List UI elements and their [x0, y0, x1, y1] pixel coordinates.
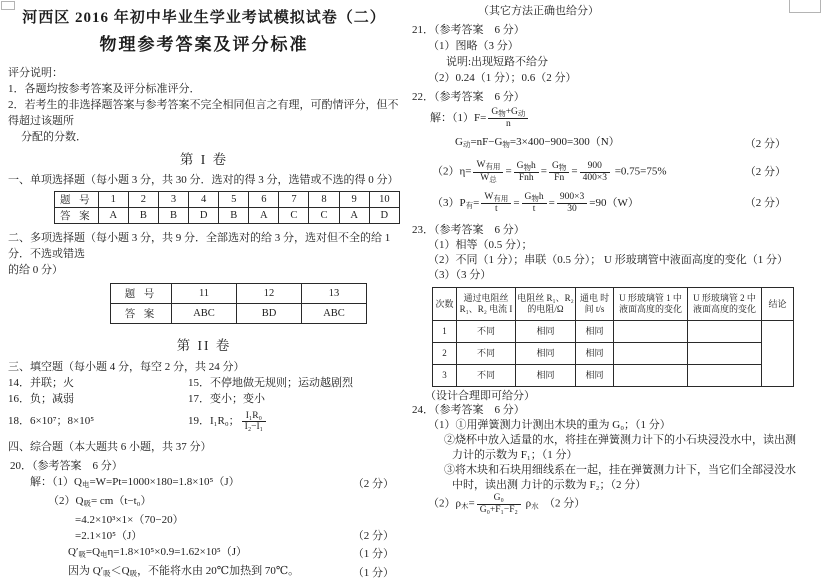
q22-head — [412, 89, 802, 105]
q23-item-3 — [412, 268, 802, 283]
table-cell: 不同 — [457, 321, 516, 343]
formula: G动=nF−G物=3×400−900=300（N） — [455, 136, 620, 149]
conclusion-cell — [762, 321, 794, 387]
table-cell: B — [219, 208, 249, 224]
q23-note-text: （设计合理即可给分） — [425, 390, 535, 402]
table-cell: 3 — [158, 192, 188, 208]
row-header: 题 号 — [55, 192, 99, 208]
table-cell: 3 — [433, 365, 457, 387]
q21-item-1 — [412, 38, 802, 54]
q22-formula-1 — [412, 105, 802, 131]
q23-note — [412, 389, 802, 403]
score-badge: （2 分） — [744, 197, 786, 209]
document-title: 河西区 2016 年初中毕业生学业考试模拟试卷（二） — [22, 10, 386, 26]
table-cell: 6 — [249, 192, 279, 208]
q23-item-2 — [412, 253, 802, 268]
q20-head — [8, 458, 400, 474]
q21-head-text: 21．（参考答案 6 分） — [412, 24, 525, 36]
part2-heading: 第 II 卷 — [176, 338, 232, 353]
table-cell — [688, 321, 762, 343]
q23-item2-text: （2）不同（1 分）；串联（0.5 分）； U 形玻璃管中液面高度的变化（1 分） — [428, 254, 788, 266]
q24-head-text: 24．（参考答案 6 分） — [412, 404, 525, 416]
single-choice-answer-table — [54, 191, 400, 224]
q23-head — [412, 222, 802, 238]
multi-choice-answer-table — [110, 283, 367, 324]
table-cell: 5 — [219, 192, 249, 208]
row-header: 题 号 — [111, 284, 172, 304]
note-text: （其它方法正确也给分） — [478, 5, 599, 17]
right-column — [412, 0, 802, 515]
col-header: 次数 — [433, 288, 457, 321]
q21-item-2 — [412, 70, 802, 86]
q23-experiment-table — [432, 287, 794, 387]
formula: 解：（1）F= $\frac{G_物+G_动}{n}$ — [430, 107, 530, 130]
table-cell: 11 — [172, 284, 237, 304]
q23-item-1 — [412, 238, 802, 253]
table-cell: 9 — [339, 192, 369, 208]
q24-head — [412, 403, 802, 418]
table-row — [111, 304, 367, 324]
table-cell: C — [279, 208, 309, 224]
answer-15: 15．不停地做无规则；运动越剧烈 — [188, 377, 353, 389]
q21-item1-text: （1）图略（3 分） — [428, 40, 519, 52]
q22-formula-3 — [412, 159, 802, 185]
table-cell — [688, 343, 762, 365]
table-cell: A — [98, 208, 128, 224]
col-header: 结论 — [762, 288, 794, 321]
q24-step-3: ③将木块和石块用细线系在一起，挂在弹簧测力计下，当它们全部浸没水中时，读出测 力计的示数为 F₂；（2 分） — [444, 464, 796, 491]
q21-note-text: 说明:出现短路不给分 — [446, 56, 549, 68]
col-header: U 形玻璃管 2 中 液面高度的变化 — [688, 288, 762, 321]
score-badge: （2 分） — [352, 477, 394, 490]
answer-16: 16．负；减弱 — [8, 393, 74, 405]
score-badge: （1 分） — [352, 566, 394, 579]
formula: （2）η= $\frac{W_{有用}}{W_总}$ = $\frac{G_物h}{\text{Fnh}}$ = $\frac{G_物}{Fn}$ = $\frac{900}{400\times 3}$ =0.75=75% — [432, 160, 667, 184]
table-row — [433, 365, 794, 387]
table-cell: 4 — [189, 192, 219, 208]
q22-formula-2 — [412, 134, 802, 153]
q20-formula-4: =2.1×10⁵（J） — [75, 530, 143, 542]
table-cell: 相同 — [516, 343, 576, 365]
q22-head-text: 22．（参考答案 6 分） — [412, 91, 525, 103]
comprehensive-label: 四、综合题（本大题共 6 小题，共 37 分） — [8, 441, 212, 453]
scoring-note-2-cont: 分配的分数． — [21, 131, 87, 143]
col-header: 电阻丝 R₁、R₂ 的电阻/Ω — [516, 288, 576, 321]
row-header: 答 案 — [55, 208, 99, 224]
q21-note — [412, 54, 802, 70]
col-header: 通电 时间 t/s — [576, 288, 614, 321]
q20-line-6 — [8, 563, 400, 582]
table-cell: A — [249, 208, 279, 224]
table-cell: BD — [237, 304, 302, 324]
table-cell: 12 — [237, 284, 302, 304]
answer-14: 14．并联；火 — [8, 377, 74, 389]
table-cell: 10 — [369, 192, 399, 208]
q24-step-2: ②烧杯中放入适量的水，将挂在弹簧测力计下的小石块浸没水中，读出测力计的示数为 F₁；（1 分） — [444, 434, 796, 461]
table-cell: C — [309, 208, 339, 224]
q24-formula — [412, 493, 802, 515]
table-cell: ABC — [302, 304, 367, 324]
q20-line-5 — [8, 544, 400, 563]
table-cell: 相同 — [516, 365, 576, 387]
q23-head-text: 23．（参考答案 6 分） — [412, 224, 525, 236]
table-row — [55, 192, 400, 208]
score-badge: （2 分） — [352, 530, 394, 542]
q20-line-3 — [8, 512, 400, 528]
table-cell: D — [369, 208, 399, 224]
table-header-row — [433, 288, 794, 321]
table-cell: 相同 — [576, 321, 614, 343]
table-cell: 1 — [98, 192, 128, 208]
q23-item3-text: （3）（3 分） — [428, 269, 492, 281]
single-choice-label: 一、单项选择题（每小题 3 分，共 30 分．选对的得 3 分，选错或不选的得 0 分） — [8, 174, 399, 186]
q21-item2-text: （2）0.24（1 分）；0.6（2 分） — [428, 72, 577, 84]
table-row — [111, 284, 367, 304]
table-cell: 相同 — [576, 343, 614, 365]
table-cell: 7 — [279, 192, 309, 208]
table-cell — [614, 365, 688, 387]
table-cell — [688, 365, 762, 387]
q21-head — [412, 22, 802, 38]
q23-item1-text: （1）相等（0.5 分）； — [428, 239, 533, 251]
table-cell: 相同 — [576, 365, 614, 387]
answer-18: 18．6×10⁷；8×10⁵ — [8, 415, 95, 427]
q20-formula-5: Q′吸=Q电η=1.8×10⁵×0.9=1.62×10⁵（J） — [68, 546, 247, 559]
document-subtitle: 物理参考答案及评分标准 — [99, 35, 309, 54]
q20-line-4 — [8, 528, 400, 544]
q20-formula-2: （2）Q吸= cm（t−t₀） — [48, 495, 152, 508]
table-row — [433, 321, 794, 343]
table-row — [55, 208, 400, 224]
multi-choice-label-line2: 的给 0 分） — [8, 264, 63, 276]
table-cell: D — [189, 208, 219, 224]
table-cell: ABC — [172, 304, 237, 324]
q21-top-note — [412, 0, 802, 19]
q20-line-1 — [8, 474, 400, 493]
table-cell: 不同 — [457, 365, 516, 387]
table-cell: 相同 — [516, 321, 576, 343]
score-badge: （2 分） — [744, 137, 786, 150]
score-badge: （2 分） — [744, 166, 786, 178]
formula: （3）P有= $\frac{W_{有用}}{t}$ = $\frac{G_物h}{t}$ = $\frac{900\times 3}{30}$ =90（W） — [432, 191, 639, 214]
scoring-note-1: 1．各题均按参考答案及评分标准评分． — [8, 83, 201, 95]
answer-17: 17．变小；变小 — [188, 393, 265, 405]
row-header: 答 案 — [111, 304, 172, 324]
q22-formula-4 — [412, 190, 802, 216]
fill-blank-label: 三、填空题（每小题 4 分，每空 2 分，共 24 分） — [8, 361, 245, 373]
table-cell: A — [339, 208, 369, 224]
answer-19: 19．I₁R₀； $\frac{\text{I₁R₀}}{\text{I₂−I₁}}$ — [188, 407, 400, 435]
table-cell: 2 — [433, 343, 457, 365]
table-cell — [614, 343, 688, 365]
multi-choice-label-line1: 二、多项选择题（每小题 3 分，共 9 分．全部选对的给 3 分，选对但不全的给 1 分．不选或错选 — [8, 232, 391, 260]
fill-blank-answers — [8, 375, 400, 435]
table-row — [433, 343, 794, 365]
table-cell: 13 — [302, 284, 367, 304]
left-column — [8, 0, 400, 582]
q20-line-2 — [8, 493, 400, 512]
table-cell — [614, 321, 688, 343]
table-cell: 不同 — [457, 343, 516, 365]
scoring-notes-head: 评分说明： — [8, 67, 63, 79]
col-header: U 形玻璃管 1 中 液面高度的变化 — [614, 288, 688, 321]
col-header: 通过电阻丝 R₁、R₂ 电流 I — [457, 288, 516, 321]
q24-step-1: （1）①用弹簧测力计测出木块的重为 G₀；（1 分） — [428, 419, 671, 431]
table-cell: 2 — [128, 192, 158, 208]
q20-head-text: 20．（参考答案 6 分） — [10, 460, 123, 472]
table-cell: B — [158, 208, 188, 224]
table-cell: B — [128, 208, 158, 224]
part1-heading: 第 I 卷 — [179, 152, 229, 167]
table-cell: 8 — [309, 192, 339, 208]
score-badge: （1 分） — [352, 547, 394, 560]
scoring-note-2: 2．若考生的非选择题答案与参考答案不完全相同但言之有理，可酌情评分，但不得超过该题所 — [8, 99, 399, 127]
q20-formula-3: =4.2×10³×1×（70−20） — [75, 514, 184, 526]
formula: （2）ρ木= $\frac{\text{G₀}}{\text{G₀+F₁−F₂}}$ ρ水 （2 分） — [428, 493, 586, 515]
q20-conclusion: 因为 Q′吸＜Q吸，不能将水由 20℃加热到 70℃。 — [68, 565, 300, 578]
table-cell: 1 — [433, 321, 457, 343]
q20-formula-1: 解：（1）Q电=W=Pt=1000×180=1.8×10⁵（J） — [30, 476, 240, 489]
